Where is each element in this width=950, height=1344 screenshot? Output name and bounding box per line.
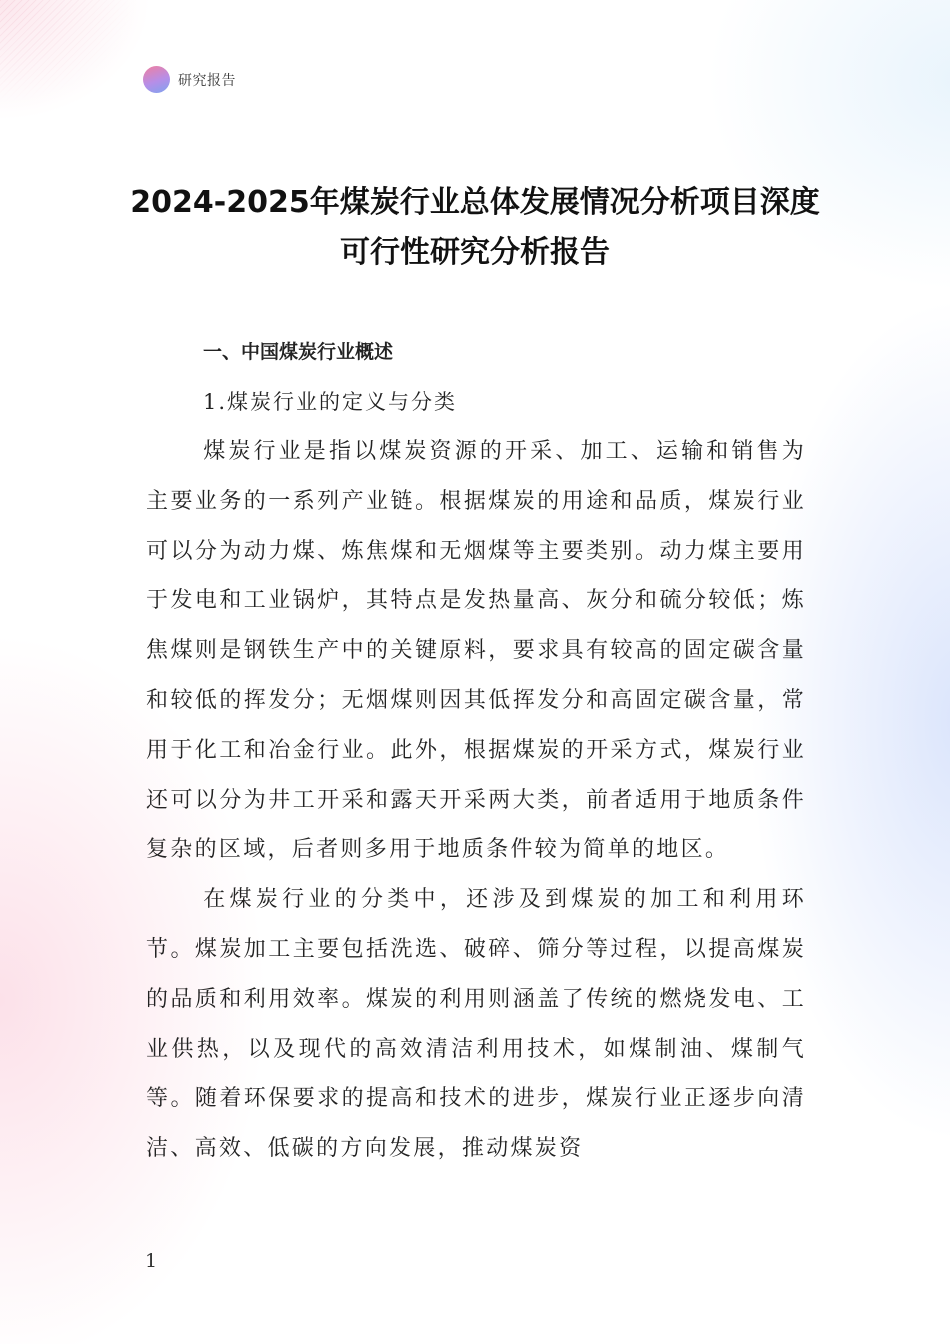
gradient-circle-logo-icon [143,66,170,93]
document-body [146,327,806,1174]
body-paragraph: 在煤炭行业的分类中，还涉及到煤炭的加工和利用环节。煤炭加工主要包括洗选、破碎、筛分等过程，以提高煤炭的品质和利用效率。煤炭的利用则涵盖了传统的燃烧发电、工业供热，以及现代的高效清洁利用技术，如煤制油、煤制气等。随着环保要求的提高和技术的进步，煤炭行业正逐步向清洁、高效、低碳的方向发展，推动煤炭资 [146,887,806,1162]
report-label: 研究报告 [178,72,236,89]
section-heading: 一、中国煤炭行业概述 [203,341,394,363]
page-number: 1 [145,1250,158,1272]
body-paragraph: 煤炭行业是指以煤炭资源的开采、加工、运输和销售为主要业务的一系列产业链。根据煤炭的用途和品质，煤炭行业可以分为动力煤、炼焦煤和无烟煤等主要类别。动力煤主要用于发电和工业锅炉，其特点是发热量高、灰分和硫分较低；炼焦煤则是钢铁生产中的关键原料，要求具有较高的固定碳含量和较低的挥发分；无烟煤则因其低挥发分和高固定碳含量，常用于化工和冶金行业。此外，根据煤炭的开采方式，煤炭行业还可以分为井工开采和露天开采两大类，前者适用于地质条件复杂的区域，后者则多用于地质条件较为简单的地区。 [146,439,806,863]
decorative-rays [0,0,170,130]
subsection-heading: 1.煤炭行业的定义与分类 [203,390,458,414]
report-header [143,66,236,93]
document-title: 2024-2025年煤炭行业总体发展情况分析项目深度可行性研究分析报告 [130,185,820,270]
